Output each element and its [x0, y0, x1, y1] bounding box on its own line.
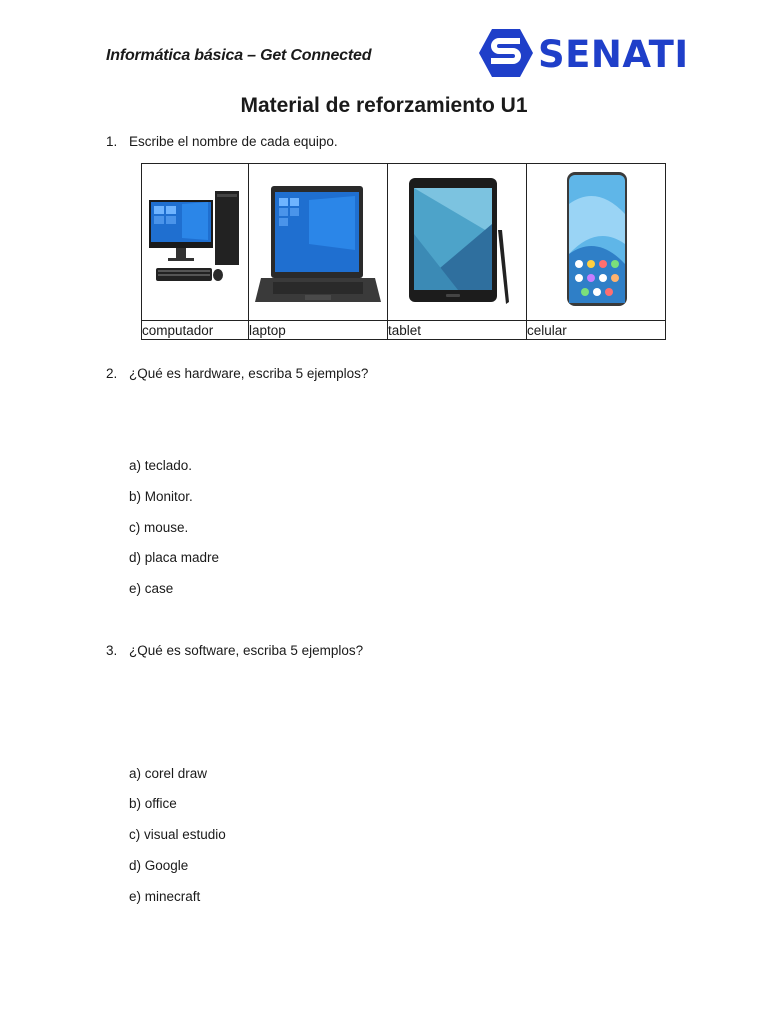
- question-text: ¿Qué es software, escriba 5 ejemplos?: [129, 643, 364, 658]
- laptop-icon: [249, 164, 387, 315]
- question-1: [0, 134, 768, 152]
- answer-item: a) teclado.: [129, 458, 193, 473]
- answer-item: b) office: [129, 796, 177, 811]
- answer-item: b) Monitor.: [129, 489, 193, 504]
- answer-item: e) minecraft: [129, 889, 201, 904]
- question-number: 3.: [106, 643, 118, 658]
- device-image-cell: [388, 164, 527, 321]
- header-title: Informática básica – Get Connected: [106, 47, 372, 64]
- answer-item: c) visual estudio: [129, 827, 226, 842]
- smartphone-icon: [527, 164, 665, 315]
- devices-table: [141, 163, 666, 340]
- device-label: laptop: [249, 321, 388, 340]
- device-image-cell: [249, 164, 388, 321]
- device-label: tablet: [388, 321, 527, 340]
- senati-logo-icon: [478, 27, 534, 79]
- document-title: Material de reforzamiento U1: [240, 94, 528, 117]
- answer-item: d) Google: [129, 858, 189, 873]
- question-2: [0, 366, 768, 384]
- desktop-computer-icon: [142, 164, 248, 315]
- question-3: [0, 643, 768, 661]
- question-text: ¿Qué es hardware, escriba 5 ejemplos?: [129, 366, 369, 381]
- question-text: Escribe el nombre de cada equipo.: [129, 134, 338, 149]
- device-image-cell: [527, 164, 666, 321]
- answer-item: c) mouse.: [129, 520, 189, 535]
- device-label: computador: [142, 321, 249, 340]
- question-number: 2.: [106, 366, 118, 381]
- question-number: 1.: [106, 134, 118, 149]
- answer-item: d) placa madre: [129, 550, 220, 565]
- senati-logo: [478, 27, 689, 79]
- answer-item: e) case: [129, 581, 174, 596]
- device-image-cell: [142, 164, 249, 321]
- tablet-icon: [388, 164, 526, 315]
- logo-text: SENATI: [538, 33, 689, 76]
- answer-item: a) corel draw: [129, 766, 208, 781]
- device-label: celular: [527, 321, 666, 340]
